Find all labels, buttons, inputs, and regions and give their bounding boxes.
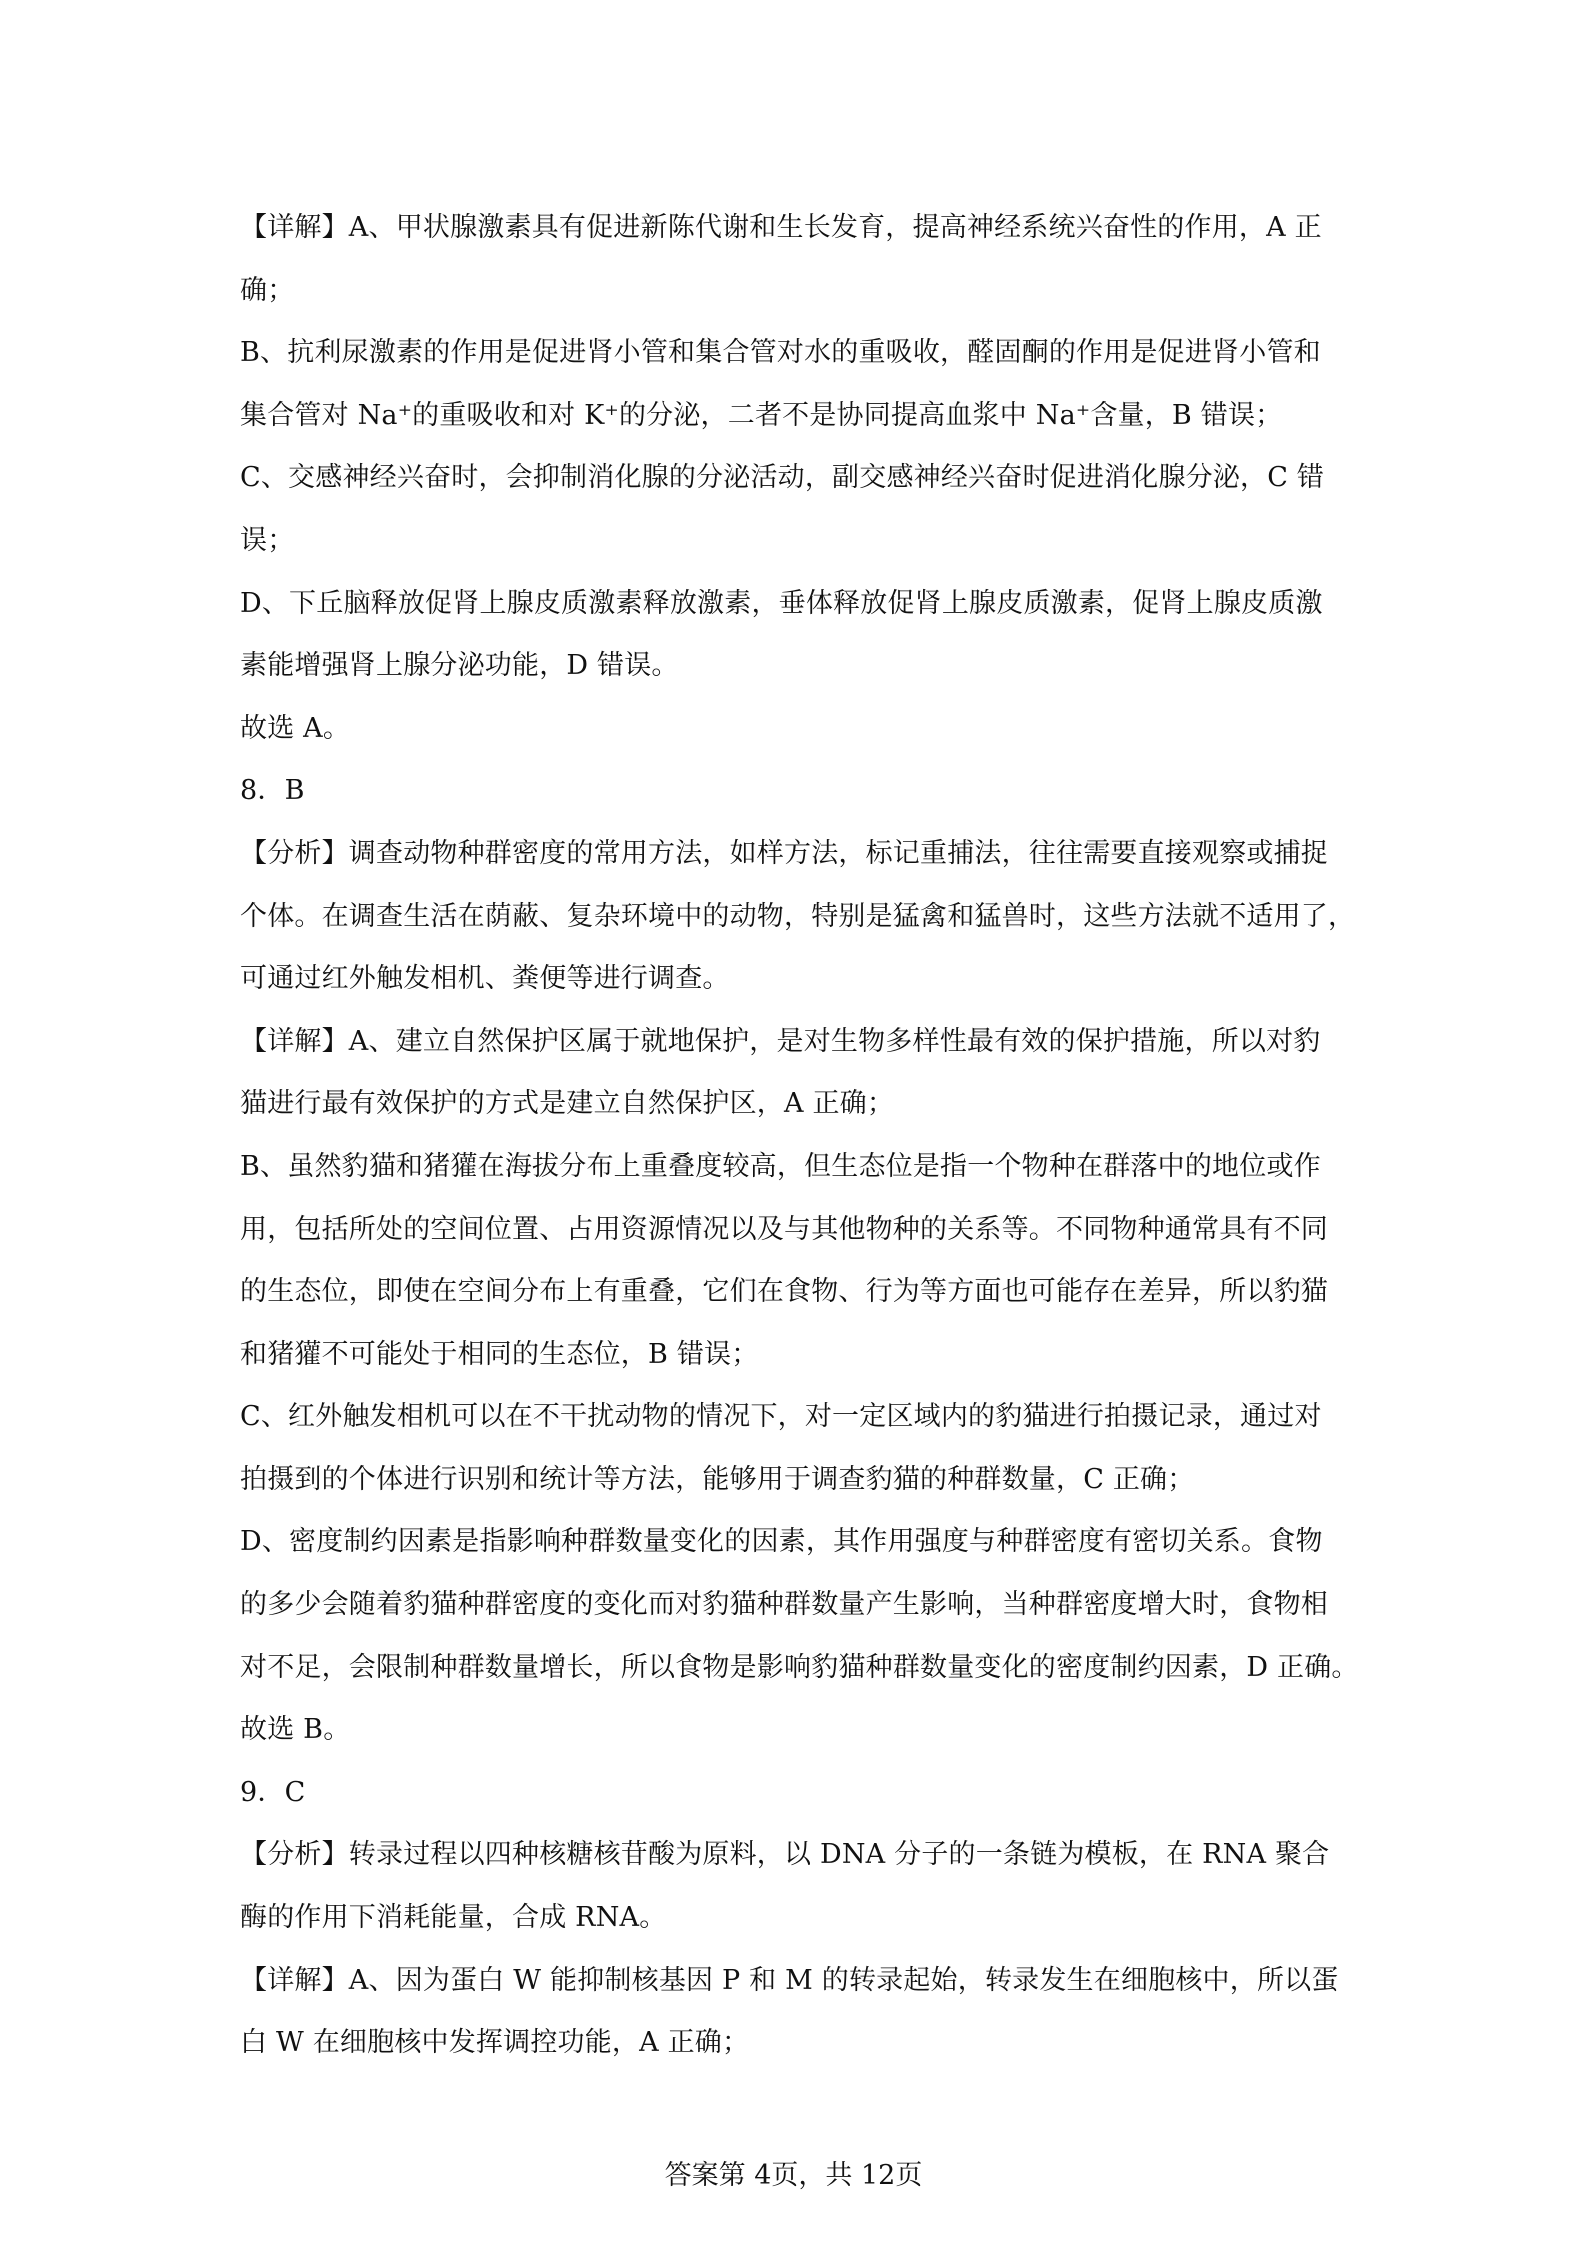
text-line: 【分析】转录过程以四种核糖核苷酸为原料，以 DNA 分子的一条链为模板，在 RNA 聚合	[240, 1839, 1330, 1871]
text-line: 个体。在调查生活在荫蔽、复杂环境中的动物，特别是猛禽和猛兽时，这些方法就不适用了，	[240, 900, 1356, 932]
text-line: 【详解】A、因为蛋白 W 能抑制核基因 P 和 M 的转录起始，转录发生在细胞核中，所以蛋	[240, 1964, 1339, 1996]
text-line: 误；	[240, 524, 295, 556]
text-line: D、密度制约因素是指影响种群数量变化的因素，其作用强度与种群密度有密切关系。食物	[240, 1526, 1323, 1558]
text-line: C、红外触发相机可以在不干扰动物的情况下，对一定区域内的豹猫进行拍摄记录，通过对	[240, 1401, 1322, 1433]
text-line: 对不足，会限制种群数量增长，所以食物是影响豹猫种群数量变化的密度制约因素，D 正确。	[240, 1651, 1359, 1683]
text-line: 的生态位，即使在空间分布上有重叠，它们在食物、行为等方面也可能存在差异，所以豹猫	[240, 1276, 1328, 1308]
page-footer: 答案第 4页，共 12页	[664, 2160, 923, 2191]
text-line: 酶的作用下消耗能量，合成 RNA。	[240, 1902, 667, 1934]
question-number: 8．B	[240, 775, 305, 807]
answer-text-body	[240, 197, 1359, 2075]
text-line: 用，包括所处的空间位置、占用资源情况以及与其他物种的关系等。不同物种通常具有不同	[240, 1213, 1328, 1245]
question-number: 9．C	[240, 1776, 306, 1808]
text-line: 集合管对 Na⁺的重吸收和对 K⁺的分泌，二者不是协同提高血浆中 Na⁺含量，B 错误；	[240, 399, 1283, 431]
text-line: 故选 A。	[240, 712, 351, 744]
text-line: 可通过红外触发相机、粪便等进行调查。	[240, 963, 730, 995]
text-line: 和猪獾不可能处于相同的生态位，B 错误；	[240, 1338, 759, 1370]
text-line: 拍摄到的个体进行识别和统计等方法，能够用于调查豹猫的种群数量，C 正确；	[240, 1463, 1195, 1495]
text-line: B、虽然豹猫和猪獾在海拔分布上重叠度较高，但生态位是指一个物种在群落中的地位或作	[240, 1150, 1321, 1182]
text-line: D、下丘脑释放促肾上腺皮质激素释放激素，垂体释放促肾上腺皮质激素，促肾上腺皮质激	[240, 587, 1323, 619]
text-line: 【分析】调查动物种群密度的常用方法，如样方法，标记重捕法，往往需要直接观察或捕捉	[240, 837, 1328, 869]
text-line: 故选 B。	[240, 1714, 351, 1746]
text-line: 【详解】A、建立自然保护区属于就地保护，是对生物多样性最有效的保护措施，所以对豹	[240, 1025, 1321, 1057]
text-line: 确；	[240, 274, 295, 306]
text-line: 猫进行最有效保护的方式是建立自然保护区，A 正确；	[240, 1088, 895, 1120]
text-line: B、抗利尿激素的作用是促进肾小管和集合管对水的重吸收，醛固酮的作用是促进肾小管和	[240, 337, 1321, 369]
text-line: 的多少会随着豹猫种群密度的变化而对豹猫种群数量产生影响，当种群密度增大时，食物相	[240, 1589, 1328, 1621]
text-line: 【详解】A、甲状腺激素具有促进新陈代谢和生长发育，提高神经系统兴奋性的作用，A 正	[240, 212, 1322, 243]
text-line: 素能增强肾上腺分泌功能，D 错误。	[240, 650, 679, 682]
text-line: C、交感神经兴奋时，会抑制消化腺的分泌活动，副交感神经兴奋时促进消化腺分泌，C 错	[240, 462, 1325, 494]
text-line: 白 W 在细胞核中发挥调控功能，A 正确；	[240, 2027, 750, 2059]
